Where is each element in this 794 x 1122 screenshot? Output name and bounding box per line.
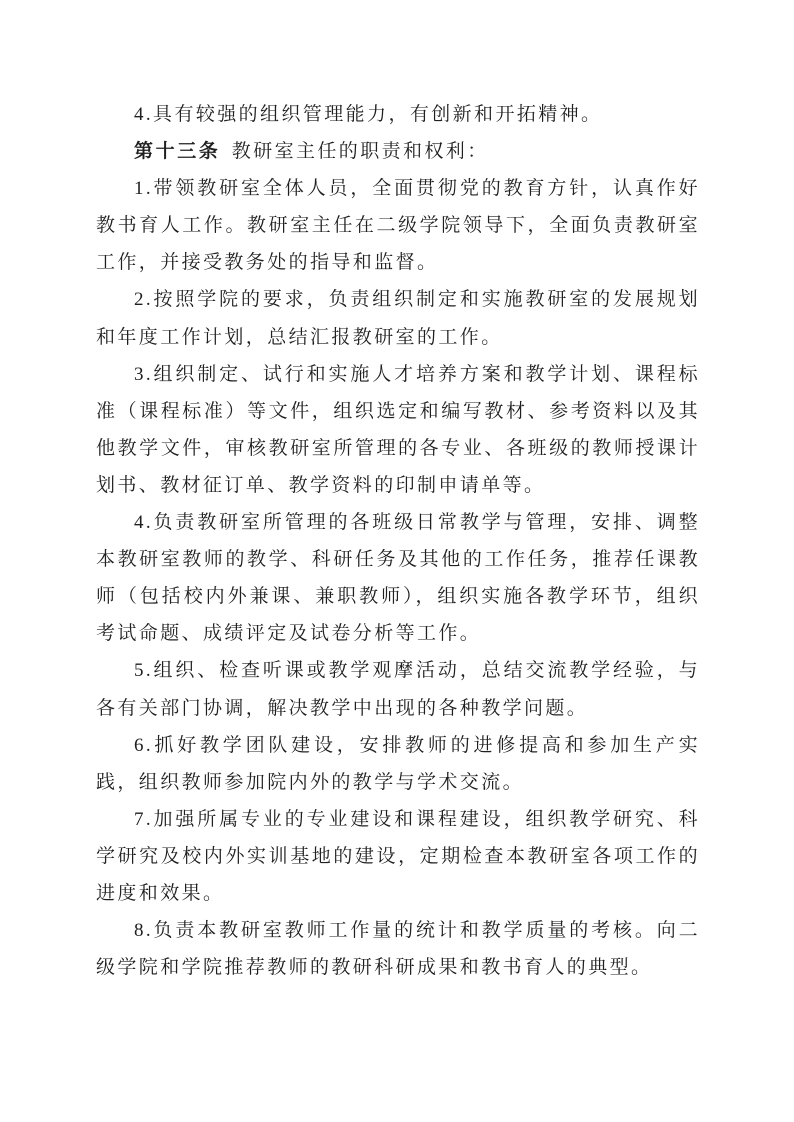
clause-4: 4.负责教研室所管理的各班级日常教学与管理，安排、调整本教研室教师的教学、科研任务及其他的工作任务，推荐任课教师（包括校内外兼课、兼职教师），组织实施各教学环节，组织考试命题、成绩评定及试卷分析等工作。 xyxy=(96,512,700,645)
clause-6: 6.抓好教学团队建设，安排教师的进修提高和参加生产实践，组织教师参加院内外的教学与学术交流。 xyxy=(96,734,700,793)
clause-5: 5.组织、检查听课或教学观摩活动，总结交流教学经验，与各有关部门协调，解决教学中出现的各种教学问题。 xyxy=(96,660,700,719)
clause-3: 3.组织制定、试行和实施人才培养方案和教学计划、课程标准（课程标准）等文件，组织选定和编写教材、参考资料以及其他教学文件，审核教研室所管理的各专业、各班级的教师授课计划书、教材征订单、教学资料的印制申请单等。 xyxy=(96,363,700,496)
clause-7: 7.加强所属专业的专业建设和课程建设，组织教学研究、科学研究及校内外实训基地的建设，定期检查本教研室各项工作的进度和效果。 xyxy=(96,808,700,904)
article-title: 教研室主任的职责和权利： xyxy=(231,141,489,163)
clause-8: 8.负责本教研室教师工作量的统计和教学质量的考核。向二级学院和学院推荐教师的教研科研成果和教书育人的典型。 xyxy=(96,920,700,979)
clause-intro: 4.具有较强的组织管理能力，有创新和开拓精神。 xyxy=(134,104,603,125)
article-number: 第十三条 xyxy=(134,141,221,163)
article-13-heading xyxy=(96,133,700,170)
clause-2: 2.按照学院的要求，负责组织制定和实施教研室的发展规划和年度工作计划，总结汇报教研室的工作。 xyxy=(96,289,700,348)
clause-1: 1.带领教研室全体人员，全面贯彻党的教育方针，认真作好教书育人工作。教研室主任在二级学院领导下，全面负责教研室工作，并接受教务处的指导和监督。 xyxy=(96,178,700,274)
